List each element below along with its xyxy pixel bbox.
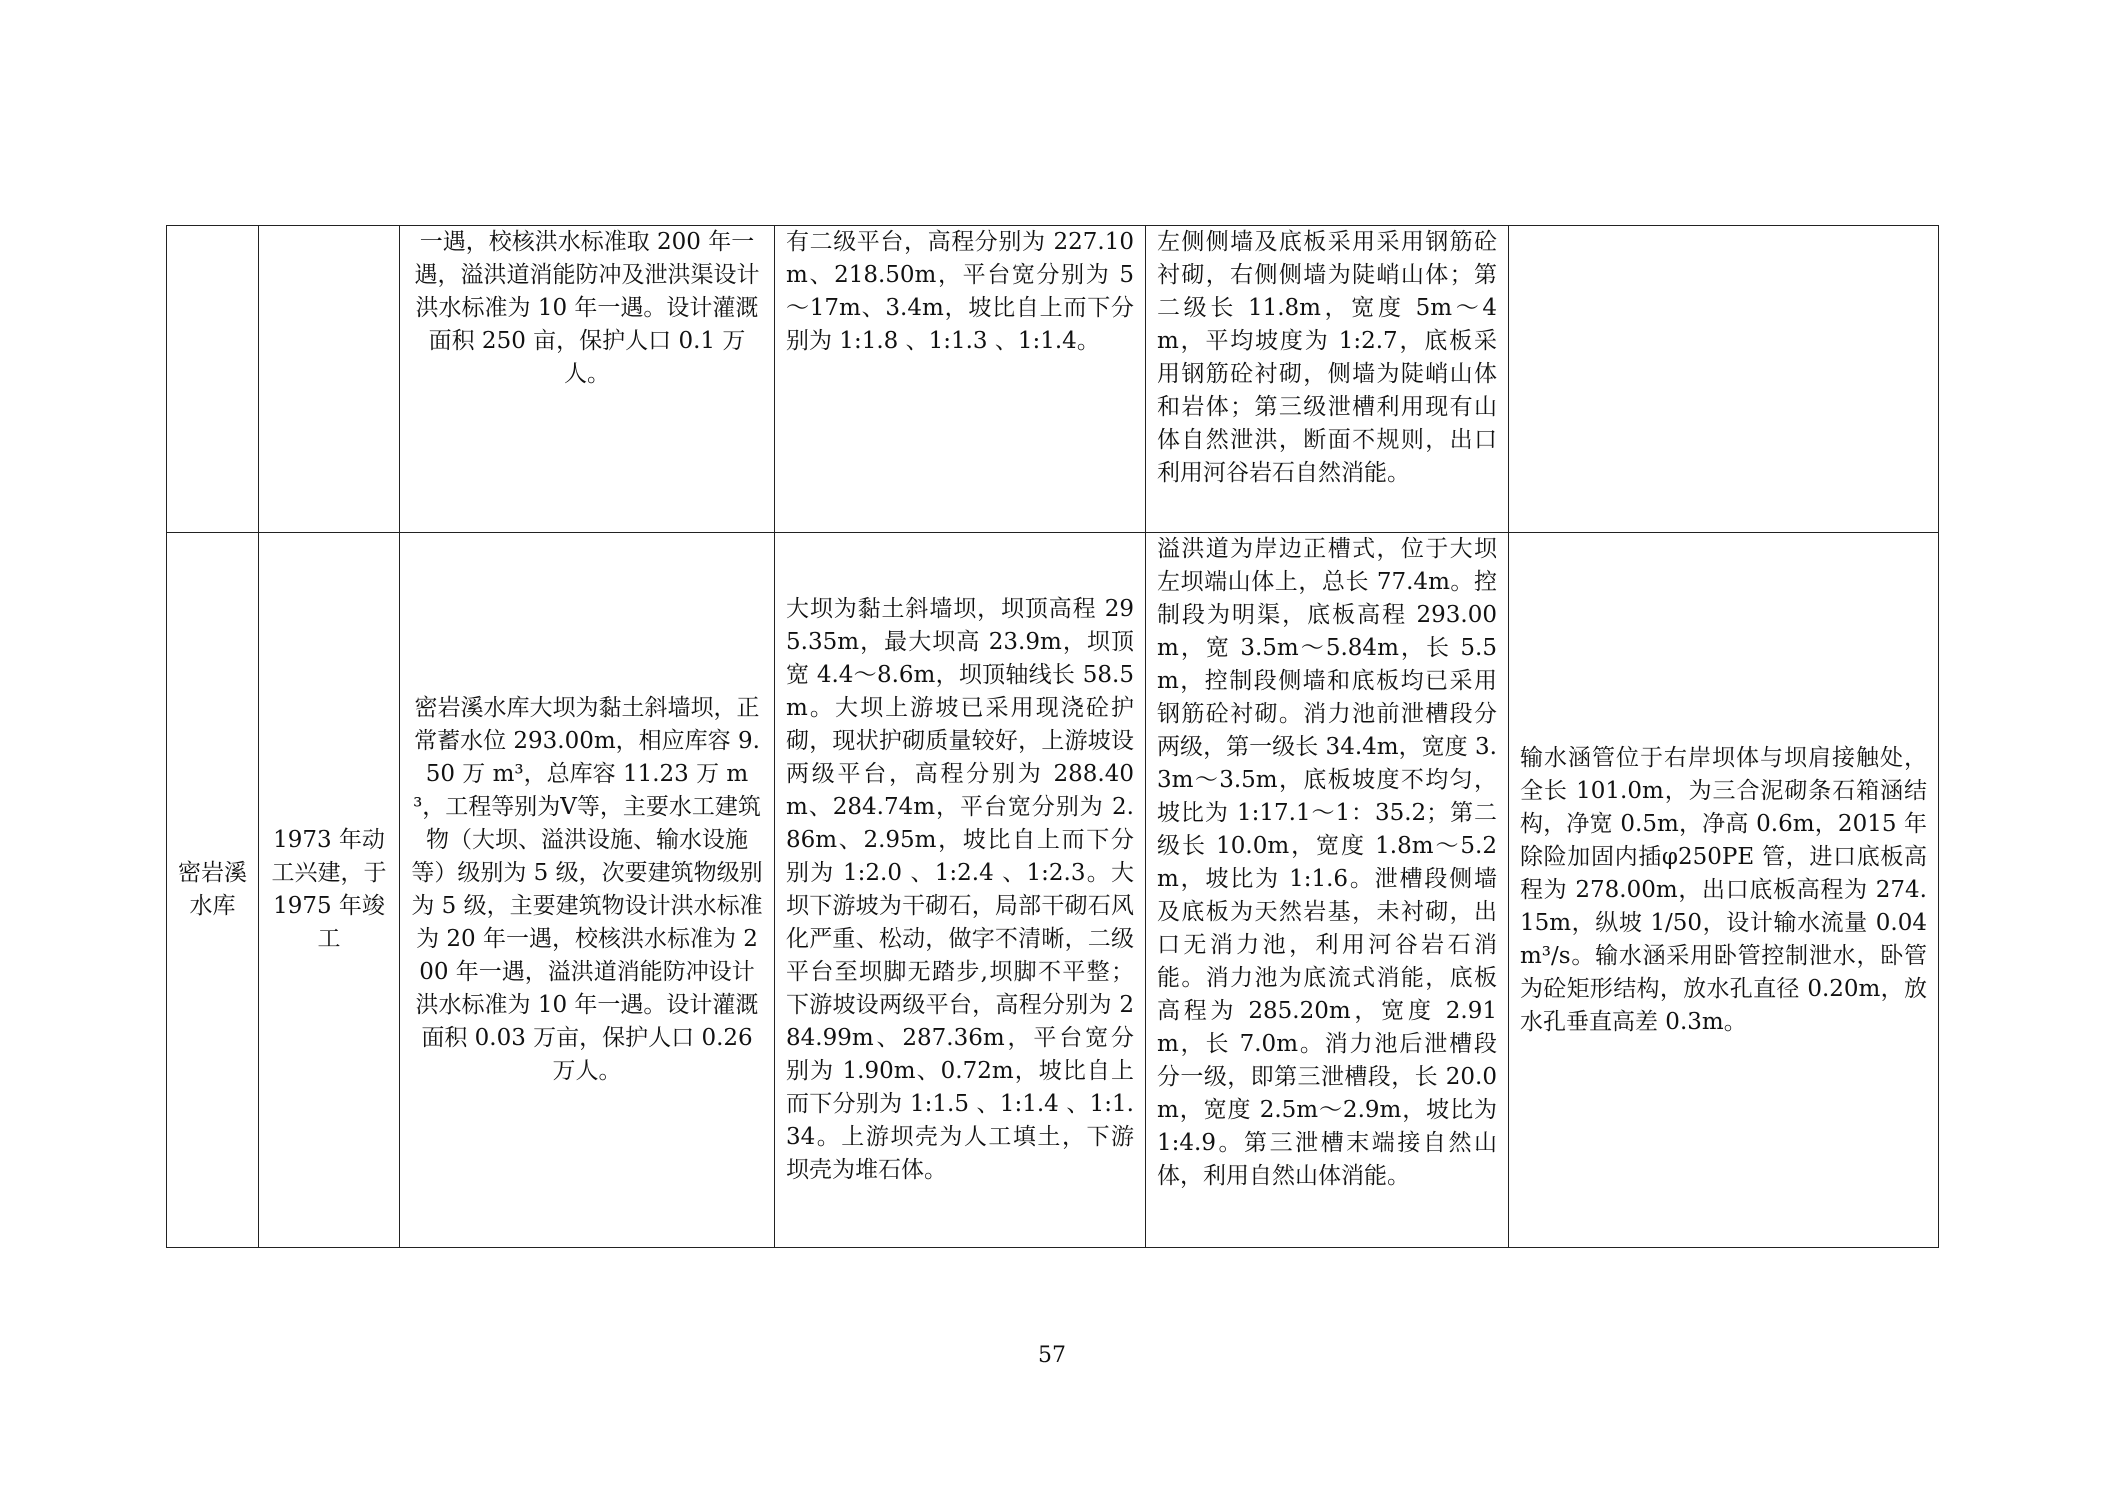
construction-cell [259,226,400,533]
overview-cell: 一遇，校核洪水标准取 200 年一遇，溢洪道消能防冲及泄洪渠设计洪水标准为 10 年一遇。设计灌溉面积 250 亩，保护人口 0.1 万人。 [400,226,775,533]
reservoir-name-cell [167,226,259,533]
spillway-cell: 左侧侧墙及底板采用采用钢筋砼衬砌，右侧侧墙为陡峭山体；第二级长 11.8m，宽度 5m～4m，平均坡度为 1:2.7，底板采用钢筋砼衬砌，侧墙为陡峭山体和岩体；第三级泄槽利用现有山体自然泄洪，断面不规则，出口利用河谷岩石自然消能。 [1146,226,1509,533]
spillway-cell: 溢洪道为岸边正槽式，位于大坝左坝端山体上，总长 77.4m。控制段为明渠，底板高程 293.00m，宽 3.5m～5.84m，长 5.5m，控制段侧墙和底板均已采用钢筋砼衬砌。消力池前泄槽段分两级，第一级长 34.4m，宽度 3.3m～3.5m，底板坡度不均匀，坡比为 1:17.1～1：35.2；第二级长 10.0m，宽度 1.8m～5.2m，坡比为 1:1.6。泄槽段侧墙及底板为天然岩基，未衬砌，出口无消力池，利用河谷岩石消能。消力池为底流式消能，底板高程为 285.20m，宽度 2.91m，长 7.0m。消力池后泄槽段分一级，即第三泄槽段，长 20.0m，宽度 2.5m～2.9m，坡比为 1:4.9。第三泄槽末端接自然山体，利用自然山体消能。 [1146,533,1509,1248]
reservoir-info-table [166,225,1939,1248]
overview-cell: 密岩溪水库大坝为黏土斜墙坝，正常蓄水位 293.00m，相应库容 9.50 万 m³，总库容 11.23 万 m³，工程等别为Ⅴ等，主要水工建筑物（大坝、溢洪设施、输水设施等）级别为 5 级，次要建筑物级别为 5 级，主要建筑物设计洪水标准为 20 年一遇，校核洪水标准为 200 年一遇，溢洪道消能防冲设计洪水标准为 10 年一遇。设计灌溉面积 0.03 万亩，保护人口 0.26 万人。 [400,533,775,1248]
outlet-cell [1509,226,1939,533]
page-number: 57 [1038,1343,1066,1368]
table-row [167,226,1939,533]
construction-cell: 1973 年动工兴建，于 1975 年竣工 [259,533,400,1248]
dam-cell: 有二级平台，高程分别为 227.10m、218.50m，平台宽分别为 5～17m、3.4m，坡比自上而下分别为 1:1.8 、1:1.3 、1:1.4。 [775,226,1146,533]
table-row [167,533,1939,1248]
outlet-cell: 输水涵管位于右岸坝体与坝肩接触处，全长 101.0m，为三合泥砌条石箱涵结构，净宽 0.5m，净高 0.6m，2015 年除险加固内插φ250PE 管，进口底板高程为 278.00m，出口底板高程为 274.15m，纵坡 1/50，设计输水流量 0.04m³/s。输水涵采用卧管控制泄水，卧管为砼矩形结构，放水孔直径 0.20m，放水孔垂直高差 0.3m。 [1509,533,1939,1248]
dam-cell: 大坝为黏土斜墙坝，坝顶高程 295.35m，最大坝高 23.9m，坝顶宽 4.4～8.6m，坝顶轴线长 58.5m。大坝上游坡已采用现浇砼护砌，现状护砌质量较好，上游坡设两级平台，高程分别为 288.40m、284.74m，平台宽分别为 2.86m、2.95m，坡比自上而下分别为 1:2.0 、1:2.4 、1:2.3。大坝下游坡为干砌石，局部干砌石风化严重、松动，做字不清晰，二级平台至坝脚无踏步,坝脚不平整；下游坡设两级平台，高程分别为 284.99m、287.36m，平台宽分别为 1.90m、0.72m，坡比自上而下分别为 1:1.5 、1:1.4 、1:1.34。上游坝壳为人工填土，下游坝壳为堆石体。 [775,533,1146,1248]
reservoir-name-cell: 密岩溪水库 [167,533,259,1248]
